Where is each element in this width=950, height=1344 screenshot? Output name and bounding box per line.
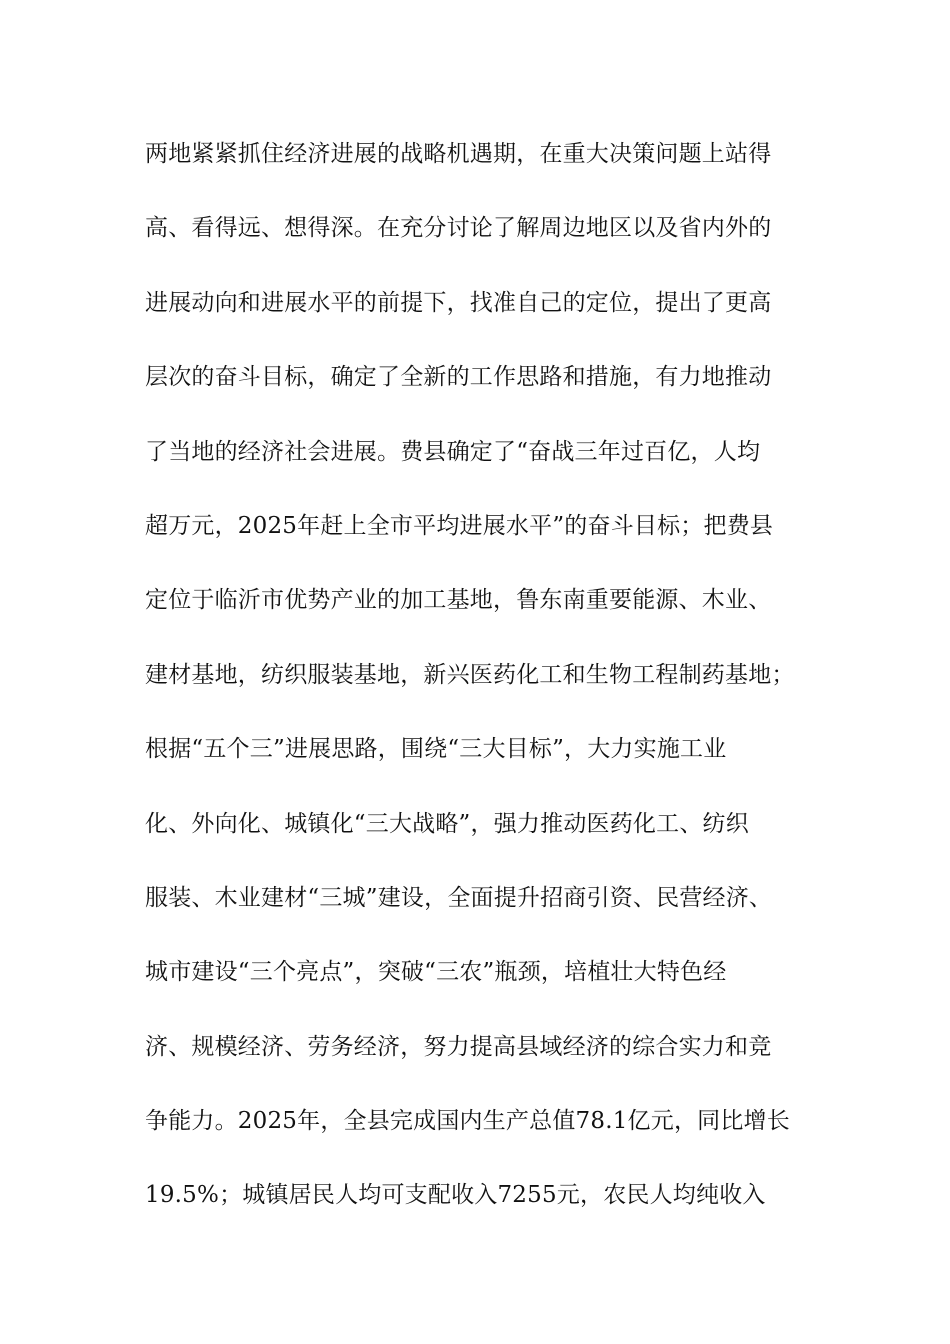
text-line: 根据“五个三”进展思路，围绕“三大目标”，大力实施工业 [145, 736, 727, 763]
text-line: 超万元，2025年赶上全市平均进展水平”的奋斗目标；把费县 [145, 512, 774, 539]
text-line: 高、看得远、想得深。在充分讨论了解周边地区以及省内外的 [145, 215, 772, 242]
text-line: 进展动向和进展水平的前提下，找准自己的定位，提出了更高 [145, 289, 772, 316]
text-line: 城市建设“三个亮点”，突破“三农”瓶颈，培植壮大特色经 [145, 959, 727, 986]
text-line: 19.5%；城镇居民人均可支配收入7255元，农民人均纯收入 [145, 1182, 766, 1209]
text-line: 两地紧紧抓住经济进展的战略机遇期，在重大决策问题上站得 [145, 141, 772, 167]
text-line: 建材基地，纺织服装基地，新兴医药化工和生物工程制药基地； [145, 661, 795, 688]
text-line: 服装、木业建材“三城”建设，全面提升招商引资、民营经济、 [145, 884, 773, 911]
text-line: 济、规模经济、劳务经济，努力提高县域经济的综合实力和竞 [145, 1033, 772, 1060]
text-line: 争能力。2025年，全县完成国内生产总值78.1亿元，同比增长 [145, 1108, 790, 1135]
text-line: 了当地的经济社会进展。费县确定了“奋战三年过百亿，人均 [145, 438, 761, 465]
text-line: 定位于临沂市优势产业的加工基地，鲁东南重要能源、木业、 [145, 587, 772, 614]
body-paragraph [145, 134, 825, 1250]
text-line: 化、外向化、城镇化“三大战略”，强力推动医药化工、纺织 [145, 810, 749, 837]
text-line: 层次的奋斗目标，确定了全新的工作思路和措施，有力地推动 [145, 364, 772, 391]
